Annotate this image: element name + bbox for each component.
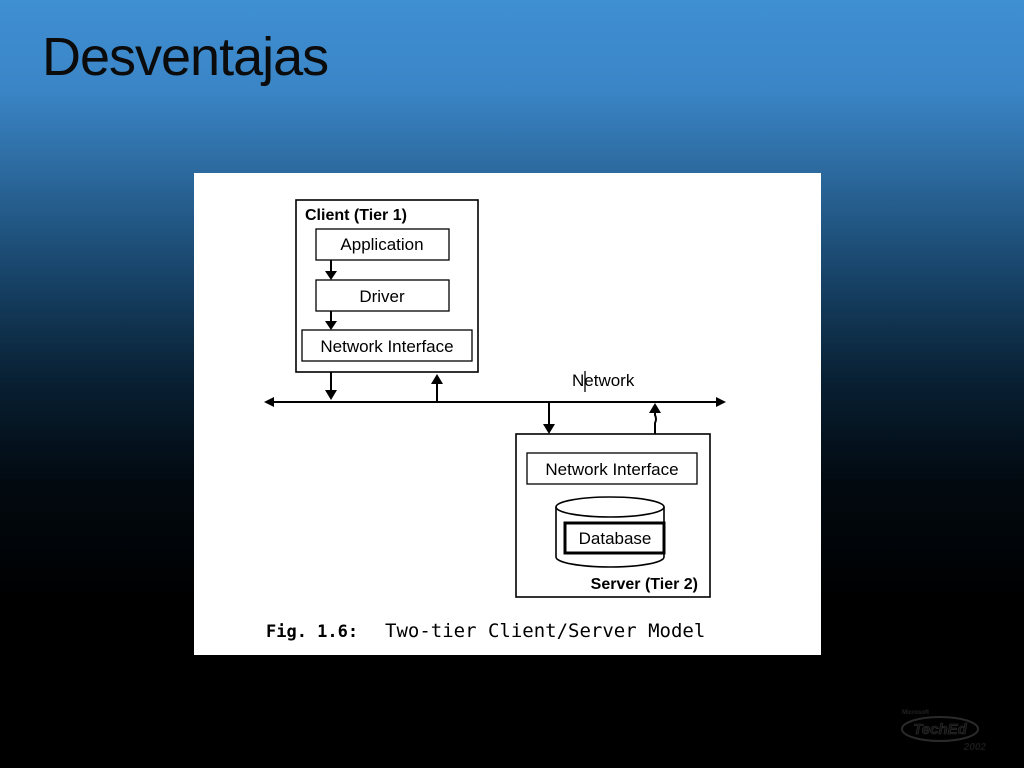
diagram-canvas — [194, 173, 821, 655]
logo-brand: Microsoft — [902, 710, 929, 716]
network-label: Network — [572, 371, 635, 390]
server-up-arrow-line — [655, 412, 656, 434]
application-label: Application — [340, 235, 424, 254]
client-title: Client (Tier 1) — [305, 207, 407, 224]
client-network-interface-label: Network Interface — [320, 337, 454, 356]
caption-text: Two-tier Client/Server Model — [385, 620, 706, 642]
driver-label: Driver — [359, 287, 405, 306]
client-down-arrowhead — [325, 390, 337, 400]
database-label: Database — [578, 529, 652, 548]
client-up-arrowhead — [431, 374, 443, 384]
client-server-diagram — [194, 173, 821, 655]
logo-name: TechEd — [913, 721, 967, 738]
network-left-arrowhead — [264, 397, 274, 407]
teched-logo — [898, 704, 990, 754]
slide-title: Desventajas — [42, 27, 329, 87]
server-up-arrowhead — [649, 403, 661, 413]
server-title: Server (Tier 2) — [590, 576, 698, 593]
logo-year: 2002 — [963, 742, 986, 753]
server-down-arrowhead — [543, 424, 555, 434]
network-right-arrowhead — [716, 397, 726, 407]
caption-prefix: Fig. 1.6: — [266, 622, 359, 642]
server-network-interface-label: Network Interface — [545, 460, 679, 479]
